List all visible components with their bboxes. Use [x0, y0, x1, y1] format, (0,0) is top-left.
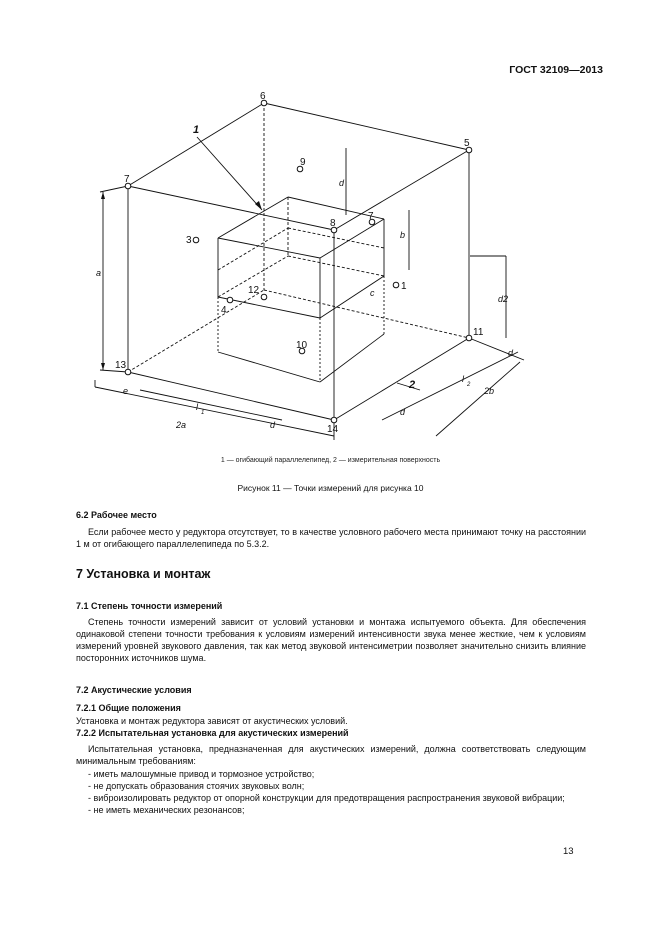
dim-l1-sub: 1: [201, 410, 205, 416]
section-6-2-heading: 6.2 Рабочее место: [76, 510, 157, 520]
list-item: - не допускать образования стоячих звуковых волн;: [88, 781, 305, 791]
section-7-2-1-heading: 7.2.1 Общие положения: [76, 703, 181, 713]
section-7-1-text: Степень точности измерений зависит от условий установки и монтажа испытуемого объекта. Для обеспечения одинаковой степени точности требования к условиям измерений интенсивности звука менее жесткие, чем к условиям измерений уровней звукового давления, так как метод звуковой интенсиметрии позволяет значительно снизить влияние посторонних источников шума.: [76, 617, 586, 663]
point-1: [393, 282, 399, 288]
page-number: 13: [563, 846, 574, 857]
dim-d-floor: d: [400, 407, 406, 417]
dim-2a: 2a: [176, 420, 187, 430]
dim-e: e: [123, 386, 129, 396]
requirements-list: [76, 768, 586, 816]
dim-l1: l: [196, 402, 198, 412]
dim-2b: 2b: [484, 386, 495, 396]
section-7-2-heading: 7.2 Акустические условия: [76, 685, 192, 695]
figure-caption: Рисунок 11 — Точки измерений для рисунка 10: [237, 483, 424, 493]
point-14: [331, 417, 337, 423]
label-point-7: 7: [124, 174, 130, 185]
label-point-13: 13: [115, 360, 127, 371]
section-7-2-1-text: Установка и монтаж редуктора зависят от акустических условий.: [76, 716, 348, 726]
list-item: - не иметь механических резонансов;: [88, 805, 245, 815]
section-7-1-heading: 7.1 Степень точности измерений: [76, 601, 223, 611]
point-4: [227, 297, 233, 303]
label-point-12: 12: [248, 285, 260, 296]
label-point-11: 11: [473, 327, 484, 338]
label-point-10: 10: [296, 340, 308, 351]
label-point-9: 9: [300, 157, 306, 168]
dim-b: b: [400, 230, 406, 240]
point-12: [261, 294, 267, 300]
dim-a: a: [96, 268, 102, 278]
dim-d-right: d: [508, 348, 514, 358]
point-11: [466, 335, 472, 341]
label-point-7b: 7: [368, 211, 374, 222]
dim-d2: d2: [498, 294, 509, 304]
document-header: ГОСТ 32109—2013: [509, 64, 603, 76]
section-7-2-2-heading: 7.2.2 Испытательная установка для акустических измерений: [76, 728, 349, 738]
label-point-1: 1: [401, 281, 407, 292]
list-item: - иметь малошумные привод и тормозное устройство;: [88, 769, 315, 779]
section-6-2-text: Если рабочее место у редуктора отсутствует, то в качестве условного рабочего места принимают точку на расстоянии 1 м от огибающего параллелепипеда по 5.3.2.: [76, 527, 586, 549]
dim-l2: l: [462, 374, 464, 384]
label-point-3: 3: [186, 235, 192, 246]
label-point-6: 6: [260, 91, 266, 102]
label-point-8: 8: [330, 218, 336, 229]
label-point-14: 14: [327, 424, 339, 435]
dim-l2-sub: 2: [467, 382, 471, 388]
dim-c: c: [370, 288, 375, 298]
list-item: - виброизолировать редуктор от опорной конструкции для предотвращения распространения звуковой вибрации;: [88, 793, 565, 803]
label-point-4: 4: [221, 305, 227, 316]
measurement-points-figure: [0, 0, 661, 450]
callout-2: 2: [409, 379, 416, 391]
dim-d-top: d: [339, 178, 345, 188]
section-7-heading: 7 Установка и монтаж: [76, 567, 211, 581]
point-3: [193, 237, 199, 243]
callout-1: 1: [193, 124, 200, 136]
section-7-2-2-text: Испытательная установка, предназначенная для акустических измерений, должна соответствовать следующим минимальным требованиям:: [76, 744, 586, 766]
dim-d-bottom: d: [270, 420, 276, 430]
label-point-5: 5: [464, 138, 470, 149]
figure-legend: 1 — огибающий параллелепипед, 2 — измерительная поверхность: [220, 457, 441, 464]
